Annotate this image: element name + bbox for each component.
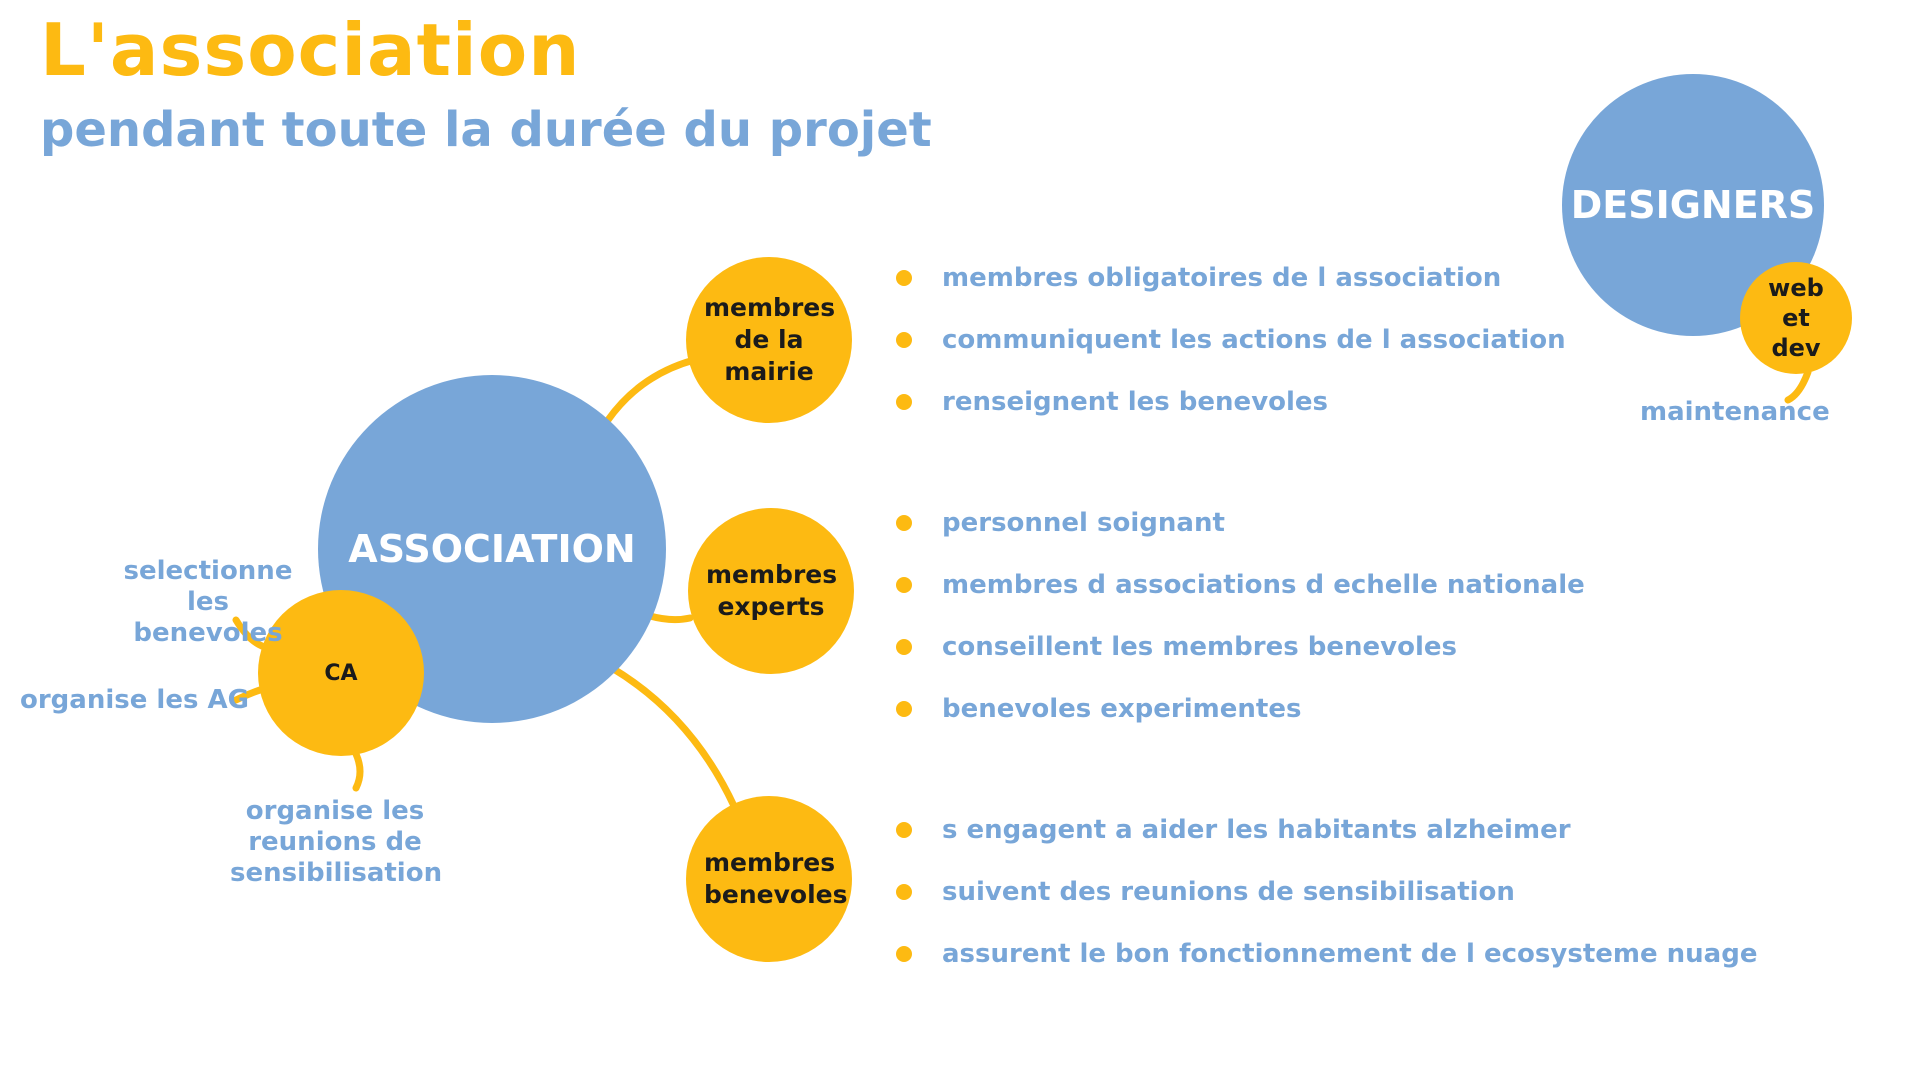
ca-role-reunions: organise les reunions de sensibilisation bbox=[230, 796, 443, 888]
webdev-label: web et dev bbox=[1768, 274, 1824, 362]
bullet-dot bbox=[896, 639, 912, 655]
connector-webdev-maintenance bbox=[1788, 372, 1808, 400]
list-item: communiquent les actions de l association bbox=[896, 325, 1566, 387]
list-item: assurent le bon fonctionnement de l ecosysteme nuage bbox=[896, 939, 1757, 1001]
group-node-benevoles bbox=[686, 796, 852, 962]
connector-association-experts bbox=[650, 616, 690, 620]
list-item: renseignent les benevoles bbox=[896, 387, 1566, 449]
connector-association-benevoles bbox=[612, 668, 734, 806]
group-node-mairie bbox=[686, 257, 852, 423]
group-label-mairie: membres de la mairie bbox=[704, 293, 836, 386]
group-label-experts: membres experts bbox=[706, 560, 838, 621]
ca-role-selectionne: selectionne les benevoles bbox=[123, 556, 293, 648]
bullet-dot bbox=[896, 701, 912, 717]
bullet-dot bbox=[896, 577, 912, 593]
bullet-dot bbox=[896, 884, 912, 900]
connector-association-mairie bbox=[608, 360, 694, 420]
ca-role-organise-ag: organise les AG bbox=[20, 685, 249, 715]
connector-ca-reunions bbox=[356, 754, 360, 788]
list-item: personnel soignant bbox=[896, 508, 1585, 570]
association-label: ASSOCIATION bbox=[348, 527, 636, 571]
list-item: membres obligatoires de l association bbox=[896, 263, 1566, 325]
designers-label: DESIGNERS bbox=[1570, 183, 1816, 227]
webdev-node bbox=[1740, 262, 1852, 374]
group-label-benevoles: membres benevoles bbox=[704, 848, 848, 909]
list-item: benevoles experimentes bbox=[896, 694, 1585, 756]
maintenance-label: maintenance bbox=[1640, 397, 1830, 427]
slide-title: L'association bbox=[40, 8, 581, 92]
list-item: suivent des reunions de sensibilisation bbox=[896, 877, 1757, 939]
list-item: conseillent les membres benevoles bbox=[896, 632, 1585, 694]
experts-bullet-list bbox=[896, 508, 1585, 756]
bullet-dot bbox=[896, 332, 912, 348]
bullet-dot bbox=[896, 515, 912, 531]
bullet-dot bbox=[896, 270, 912, 286]
benevoles-bullet-list bbox=[896, 815, 1757, 1001]
mairie-bullet-list bbox=[896, 263, 1566, 449]
group-node-experts bbox=[688, 508, 854, 674]
bullet-dot bbox=[896, 394, 912, 410]
bullet-dot bbox=[896, 946, 912, 962]
slide-subtitle: pendant toute la durée du projet bbox=[40, 102, 932, 158]
list-item: s engagent a aider les habitants alzheimer bbox=[896, 815, 1757, 877]
ca-label: CA bbox=[324, 660, 358, 686]
bullet-dot bbox=[896, 822, 912, 838]
list-item: membres d associations d echelle nationale bbox=[896, 570, 1585, 632]
